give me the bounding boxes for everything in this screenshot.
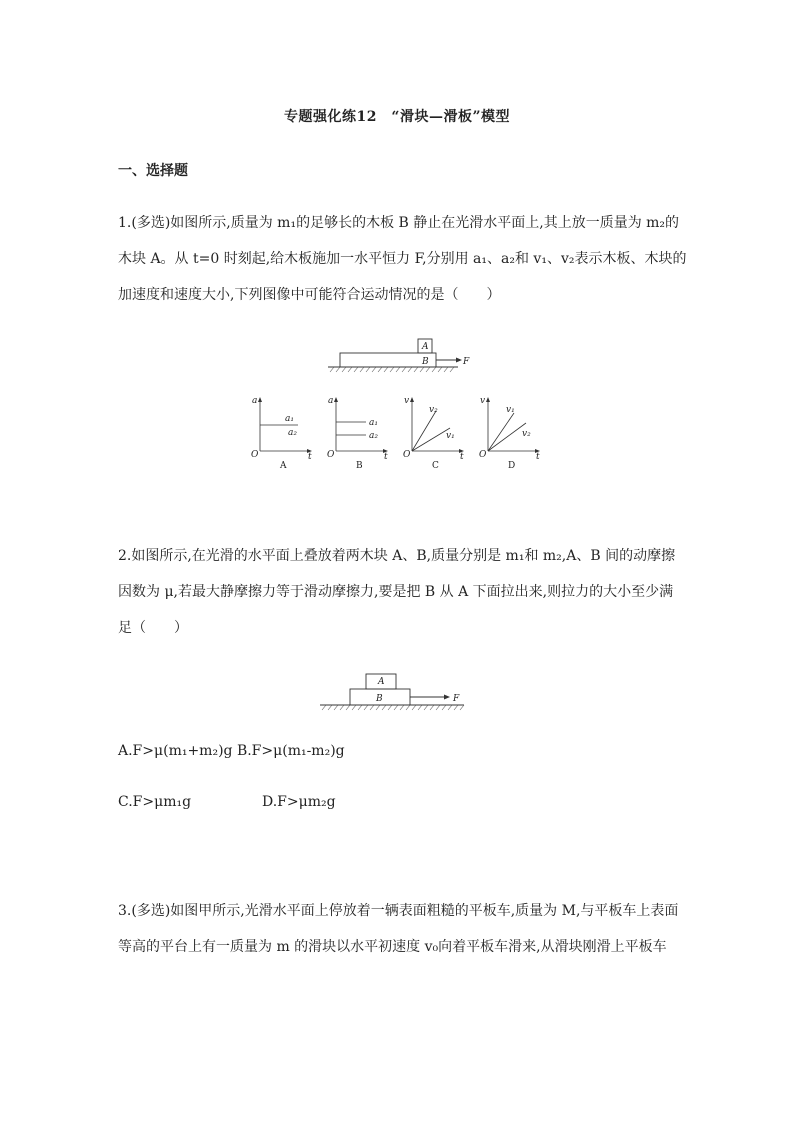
graph-c-line-2: v₁: [446, 431, 455, 441]
graph-b-y-label: a: [328, 396, 334, 406]
graph-b-line-2: a₂: [369, 431, 378, 441]
graph-c-x-label: t: [460, 452, 464, 462]
graph-a-caption: A: [280, 461, 287, 471]
q1-line-1: 1.(多选)如图所示,质量为 m₁的足够长的木板 B 静止在光滑水平面上,其上放一质量为 m₂的: [118, 215, 680, 231]
graph-d-caption: D: [508, 461, 516, 471]
graph-c-line-1: v₂: [429, 405, 438, 415]
question-2-text: [118, 538, 678, 646]
graph-a-x-label: t: [308, 452, 312, 462]
section-heading: 一、选择题: [118, 163, 188, 179]
graph-c-origin: O: [403, 450, 411, 460]
q2-options-a-b: A.F>μ(m₁+m₂)g B.F>μ(m₁-m₂)g: [118, 743, 345, 759]
graph-d-line-1: v₁: [506, 405, 515, 415]
q1-board-figure: [326, 336, 470, 376]
question-1-text: [118, 205, 687, 313]
q1-block-b-label: B: [422, 357, 429, 367]
q2-option-d: D.F>μm₂g: [262, 794, 336, 810]
graph-d-y-label: v: [480, 396, 486, 406]
q1-line-3: 加速度和速度大小,下列图像中可能符合运动情况的是（ ）: [118, 287, 501, 303]
q2-option-c: C.F>μm₁g: [118, 794, 192, 810]
q2-line-3: 足（ ）: [118, 620, 188, 636]
q2-block-b-label: B: [376, 694, 383, 704]
graph-a-line-2: a₂: [288, 428, 297, 438]
q2-block-a-label: A: [378, 677, 385, 687]
graph-b-line-1: a₁: [369, 418, 378, 428]
graph-a-y-label: a: [252, 396, 258, 406]
graph-d-origin: O: [479, 450, 487, 460]
q1-force-label: F: [463, 357, 470, 367]
graph-a-line-1: a₁: [285, 414, 294, 424]
page-title: 专题强化练12 “滑块—滑板”模型: [283, 109, 511, 125]
q1-graph-a: [250, 395, 320, 470]
q2-stacked-blocks-figure: [318, 670, 468, 715]
graph-b-caption: B: [356, 461, 363, 471]
graph-b-origin: O: [327, 450, 335, 460]
q1-line-2: 木块 A。从 t=0 时刻起,给木板施加一水平恒力 F,分别用 a₁、a₂和 v₁、v₂表示木板、木块的: [118, 251, 687, 267]
graph-d-line-2: v₂: [522, 429, 531, 439]
question-3-text: [118, 893, 678, 965]
q3-line-1: 3.(多选)如图甲所示,光滑水平面上停放着一辆表面粗糙的平板车,质量为 M,与平板车上表面: [118, 903, 679, 919]
graph-c-caption: C: [432, 461, 439, 471]
graph-d-x-label: t: [536, 452, 540, 462]
q2-line-1: 2.如图所示,在光滑的水平面上叠放着两木块 A、B,质量分别是 m₁和 m₂,A、B 间的动摩擦: [118, 548, 676, 564]
q1-graph-c: [402, 395, 472, 470]
graph-b-x-label: t: [384, 452, 388, 462]
q3-line-2: 等高的平台上有一质量为 m 的滑块以水平初速度 v₀向着平板车滑来,从滑块刚滑上平板车: [118, 939, 667, 955]
q2-line-2: 因数为 μ,若最大静摩擦力等于滑动摩擦力,要是把 B 从 A 下面拉出来,则拉力的大小至少满: [118, 584, 674, 600]
graph-c-y-label: v: [404, 396, 410, 406]
q2-force-label: F: [453, 694, 460, 704]
graph-a-origin: O: [251, 450, 259, 460]
q1-graph-b: [326, 395, 396, 470]
q1-graph-d: [478, 395, 548, 470]
q1-block-a-label: A: [422, 342, 429, 352]
